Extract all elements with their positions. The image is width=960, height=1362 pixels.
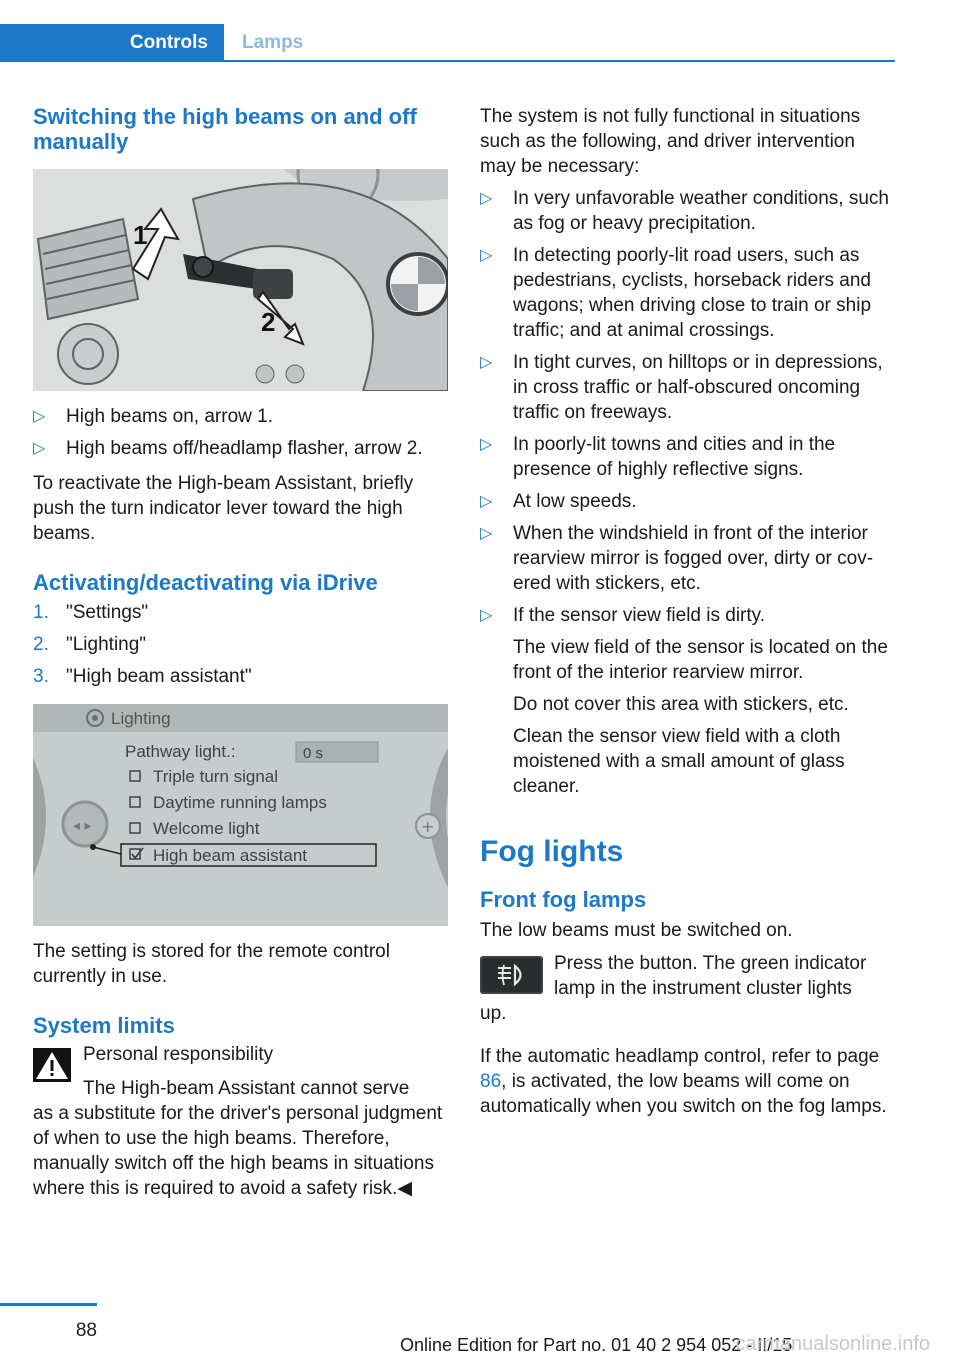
warning-text: as a substitute for the driver's personal judgment of when to use the high beams. Therefore, manually switch off the high beams in situations where this is required to avoid a safety risk.◀ bbox=[33, 1103, 443, 1199]
option-daytime-running-lamps[interactable]: Daytime running lamps bbox=[153, 793, 327, 812]
triangle-bullet-icon: ▷ bbox=[480, 190, 493, 207]
section-title-high-beams-manual: Switching the high beams on and off manually bbox=[33, 104, 417, 154]
option-high-beam-assistant[interactable]: High beam assistant bbox=[153, 846, 308, 865]
list-item: ▷ In very unfavorable weather conditions, such as fog or heavy precipitation. bbox=[480, 188, 889, 234]
list-item: ▷ In tight curves, on hilltops or in depressions, in cross traffic or half-obscured oncoming traffic on freeways. bbox=[480, 352, 883, 423]
list-item: 2. "Lighting" bbox=[33, 634, 147, 655]
warning-block bbox=[33, 1042, 448, 1201]
list-item: ▷ In poorly-lit towns and cities and in the presence of highly reflective signs. bbox=[480, 434, 836, 480]
sensor-note: Clean the sensor view field with a cloth moistened with a small amount of glass cleaner. bbox=[513, 726, 845, 797]
tab-lamps[interactable]: Lamps bbox=[242, 32, 304, 53]
section-title-front-fog-lamps: Front fog lamps bbox=[480, 887, 647, 912]
system-limits-list bbox=[480, 186, 895, 799]
triangle-bullet-icon: ▷ bbox=[480, 247, 493, 264]
arrow-label-2: 2 bbox=[261, 307, 276, 337]
list-item: ▷ At low speeds. bbox=[480, 491, 637, 512]
pathway-light-label: Pathway light.: bbox=[125, 742, 236, 761]
right-column bbox=[480, 104, 895, 1119]
list-item: ▷ If the sensor view field is dirty. The view field of the sensor is located on the front of the interior rearview mirror. Do not cover this area with stickers, etc. Clean the sensor view field with a cloth moistened with a small amount of glass cleaner. bbox=[480, 603, 895, 799]
list-item: ▷ In detecting poorly-lit road users, such as pedestrians, cyclists, horseback riders and wagons; when driving close to train or ship traffic; and at animal crossings. bbox=[480, 245, 872, 341]
section-title-fog-lights: Fog lights bbox=[480, 835, 624, 868]
edition-info: Online Edition for Part no. 01 40 2 954 052 - II/15 bbox=[400, 1335, 793, 1355]
section-title-idrive: Activating/deactivating via iDrive bbox=[33, 570, 378, 595]
fog-button-text: Press the button. The green indicator bbox=[554, 953, 867, 974]
fog-button-text: lamp in the instrument cluster lights bbox=[554, 978, 852, 999]
page-number: 88 bbox=[75, 1320, 97, 1341]
triangle-bullet-icon: ▷ bbox=[33, 408, 46, 425]
idrive-lighting-screen bbox=[33, 704, 448, 926]
pathway-light-value[interactable]: 0 s bbox=[303, 745, 324, 762]
left-column bbox=[33, 104, 448, 1201]
chapter-header bbox=[0, 24, 895, 62]
svg-text:◂ ▸: ◂ ▸ bbox=[73, 818, 92, 834]
front-fog-button-icon[interactable] bbox=[480, 956, 543, 994]
idrive-screen-illustration bbox=[33, 704, 448, 926]
triangle-bullet-icon: ▷ bbox=[480, 436, 493, 453]
svg-text:+: + bbox=[421, 817, 435, 836]
triangle-bullet-icon: ▷ bbox=[480, 493, 493, 510]
triangle-bullet-icon: ▷ bbox=[33, 440, 46, 457]
sensor-note: Do not cover this area with stickers, etc. bbox=[513, 694, 849, 715]
triangle-bullet-icon: ▷ bbox=[480, 354, 493, 371]
reactivate-paragraph: To reactivate the High-beam Assistant, briefly push the turn indicator lever toward the high beams. bbox=[33, 473, 414, 544]
tab-controls[interactable]: Controls bbox=[0, 24, 224, 62]
list-item: 1. "Settings" bbox=[33, 602, 149, 623]
option-welcome-light[interactable]: Welcome light bbox=[153, 819, 260, 838]
warning-triangle-icon bbox=[33, 1048, 71, 1082]
steering-lever-figure bbox=[33, 169, 448, 391]
section-title-system-limits: System limits bbox=[33, 1013, 175, 1038]
high-beam-bullets bbox=[33, 404, 448, 461]
list-item: ▷ When the windshield in front of the interior rearview mirror is fogged over, dirty or covered with stickers, etc. bbox=[480, 523, 874, 594]
setting-stored-paragraph: The setting is stored for the remote control currently in use. bbox=[33, 941, 390, 987]
system-limits-intro: The system is not fully functional in situations such as the following, and driver intervention may be necessary: bbox=[480, 106, 861, 177]
fog-paragraph-1: The low beams must be switched on. bbox=[480, 920, 793, 941]
warning-line: The High-beam Assistant cannot serve bbox=[83, 1078, 410, 1099]
idrive-steps bbox=[33, 600, 448, 689]
footer-rule bbox=[0, 1303, 97, 1306]
page-reference-link[interactable]: 86 bbox=[480, 1071, 502, 1092]
triangle-bullet-icon: ▷ bbox=[480, 525, 493, 542]
list-item: ▷ High beams on, arrow 1. bbox=[33, 406, 273, 427]
fog-paragraph-2: If the automatic headlamp control, refer to page 86, is activated, the low beams will come on automatically when you switch on the fog lamps. bbox=[480, 1046, 887, 1117]
sensor-note: The view field of the sensor is located on the front of the interior rearview mirror. bbox=[513, 637, 888, 683]
list-item: ▷ High beams off/headlamp flasher, arrow 2. bbox=[33, 438, 423, 459]
arrow-label-1: 1 bbox=[133, 220, 148, 250]
screen-title: Lighting bbox=[111, 709, 171, 728]
fog-button-text: up. bbox=[480, 1003, 507, 1024]
option-triple-turn-signal[interactable]: Triple turn signal bbox=[153, 767, 279, 786]
fog-button-block bbox=[480, 951, 895, 1026]
list-item: 3. "High beam assistant" bbox=[33, 666, 252, 687]
warning-title: Personal responsibility bbox=[83, 1044, 274, 1065]
triangle-bullet-icon: ▷ bbox=[480, 607, 493, 624]
steering-lever-illustration bbox=[33, 169, 448, 391]
watermark: carmanualsonline.info bbox=[735, 1333, 930, 1355]
